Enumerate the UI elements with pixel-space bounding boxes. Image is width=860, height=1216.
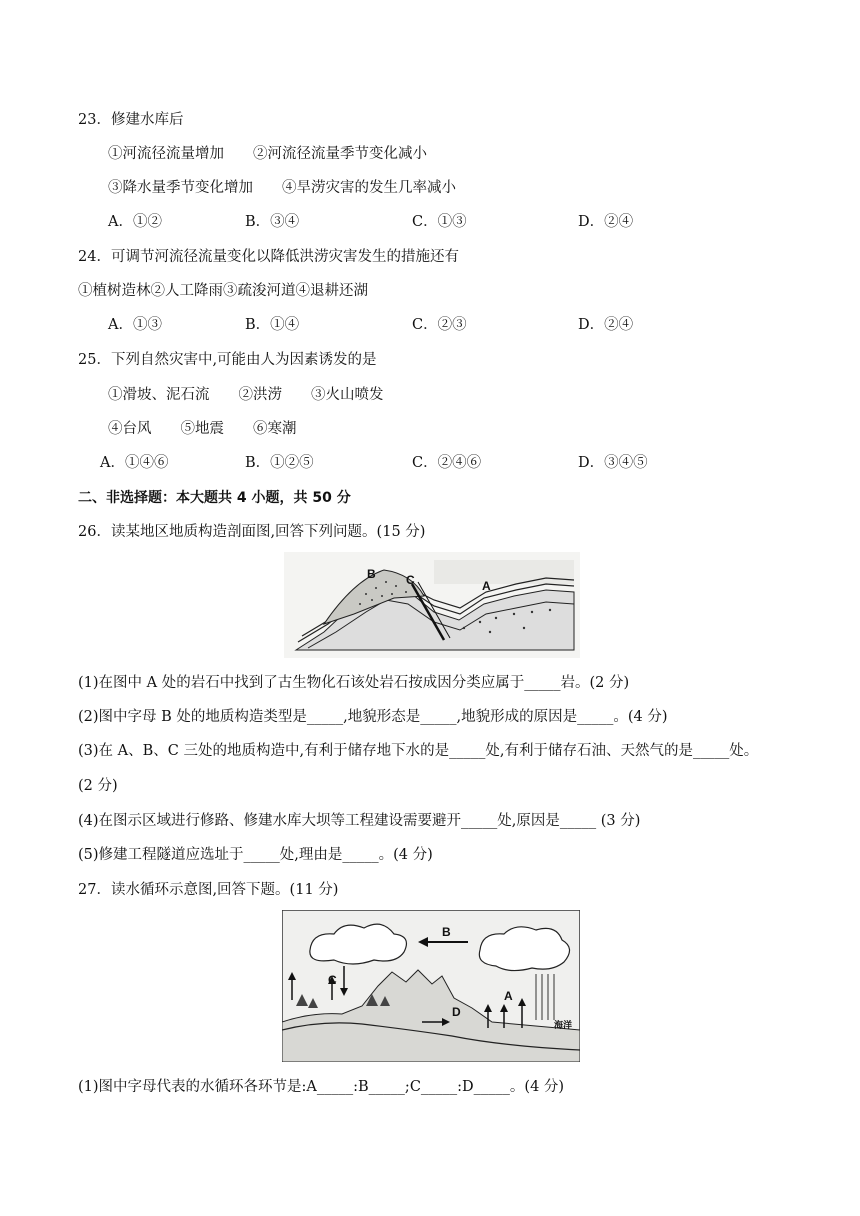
figure-label-b: B	[442, 925, 451, 939]
q23-option-d[interactable]: D．②④	[578, 214, 634, 230]
q24-stem: 24．可调节河流径流量变化以降低洪涝灾害发生的措施还有	[78, 249, 459, 265]
q24-option-d[interactable]: D．②④	[578, 317, 634, 333]
q23-statements-1: ①河流径流量增加 ②河流径流量季节变化减小	[108, 146, 427, 162]
q27-part-1: (1)图中字母代表的水循环各环节是:A_____:B_____;C_____:D_____。(4 分)	[78, 1079, 565, 1095]
figure-label-b: B	[367, 567, 376, 581]
q24-option-b[interactable]: B．①④	[245, 317, 300, 333]
geologic-cross-section-figure	[284, 552, 580, 658]
q26-part-3: (3)在 A、B、C 三处的地质构造中,有利于储存地下水的是_____处,有利于储存石油、天然气的是_____处。	[78, 743, 759, 759]
figure-label-a: A	[504, 989, 513, 1003]
q23-option-b[interactable]: B．③④	[245, 214, 300, 230]
q26-part-5: (5)修建工程隧道应选址于_____处,理由是_____。(4 分)	[78, 847, 433, 863]
water-cycle-figure	[282, 910, 580, 1062]
section-heading: 二、非选择题：本大题共 4 小题，共 50 分	[78, 490, 351, 506]
q25-statements-1: ①滑坡、泥石流 ②洪涝 ③火山喷发	[108, 387, 384, 403]
q26-part-4: (4)在图示区域进行修路、修建水库大坝等工程建设需要避开_____处,原因是_____ (3 分)	[78, 813, 641, 829]
q25-option-d[interactable]: D．③④⑤	[578, 455, 648, 471]
q25-stem: 25．下列自然灾害中,可能由人为因素诱发的是	[78, 352, 377, 368]
q23-statements-2: ③降水量季节变化增加 ④旱涝灾害的发生几率减小	[108, 180, 456, 196]
q26-stem: 26．读某地区地质构造剖面图,回答下列问题。(15 分)	[78, 524, 426, 540]
figure-label-a: A	[482, 579, 491, 593]
q24-statements: ①植树造林②人工降雨③疏浚河道④退耕还湖	[78, 283, 368, 299]
q25-option-c[interactable]: C．②④⑥	[412, 455, 482, 471]
q25-option-a[interactable]: A．①④⑥	[100, 455, 169, 471]
q25-option-b[interactable]: B．①②⑤	[245, 455, 314, 471]
q24-option-c[interactable]: C．②③	[412, 317, 467, 333]
q23-option-a[interactable]: A．①②	[108, 214, 162, 230]
q23-stem: 23．修建水库后	[78, 112, 184, 128]
figure-label-c: C	[406, 573, 415, 587]
figure-label-c: C	[328, 973, 337, 987]
q26-part-1: (1)在图中 A 处的岩石中找到了古生物化石该处岩石按成因分类应属于_____岩。(2 分)	[78, 675, 630, 691]
q23-option-c[interactable]: C．①③	[412, 214, 467, 230]
figure-label-d: D	[452, 1005, 461, 1019]
q24-option-a[interactable]: A．①③	[108, 317, 162, 333]
q26-part-2: (2)图中字母 B 处的地质构造类型是_____,地貌形态是_____,地貌形成的原因是_____。(4 分)	[78, 709, 668, 725]
figure-label-ocean: 海洋	[554, 1020, 573, 1030]
q25-statements-2: ④台风 ⑤地震 ⑥寒潮	[108, 421, 297, 437]
q27-stem: 27．读水循环示意图,回答下题。(11 分)	[78, 882, 339, 898]
q26-part-3-score: (2 分)	[78, 778, 118, 794]
